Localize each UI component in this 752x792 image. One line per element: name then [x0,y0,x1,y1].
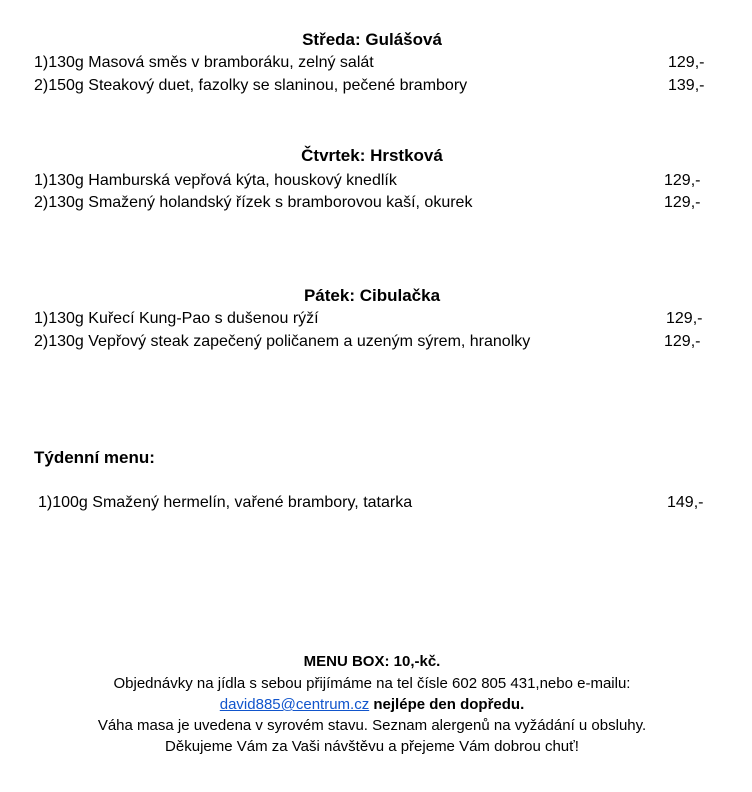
menu-item [34,52,710,74]
email-link[interactable]: david885@centrum.cz [219,696,370,713]
menu-item-name: 2)130g Vepřový steak zapečený poličanem a uzeným sýrem, hranolky [34,333,531,350]
menu-item-name: 1)100g Smažený hermelín, vařené brambory, tatarka [38,494,413,511]
menu-item-price: 129,- [664,194,701,211]
day-title-thursday: Čtvrtek: Hrstková [301,146,443,165]
day-title-friday: Pátek: Cibulačka [303,286,441,305]
menu-item [34,308,710,330]
footer-menu-box [0,651,744,673]
menu-item-price: 149,- [667,494,704,511]
menu-item [38,492,714,514]
email-suffix: nejlépe den dopředu. [369,696,525,713]
menu-item [34,192,710,214]
menu-item-price: 129,- [668,54,705,71]
menu-item [34,75,710,97]
weekly-menu-title: Týdenní menu: [34,448,155,467]
menu-item-price: 139,- [668,77,705,94]
menu-item-price: 129,- [664,333,701,350]
menu-item-name: 1)130g Masová směs v bramboráku, zelný salát [34,54,374,71]
day-title-wednesday: Středa: Gulášová [302,30,442,49]
menu-item [34,331,710,353]
menu-box-price: MENU BOX: 10,-kč. [303,653,441,670]
menu-item-name: 1)130g Hamburská vepřová kýta, houskový knedlík [34,172,397,189]
menu-item [34,170,710,192]
footer-thanks: Děkujeme Vám za Vaši návštěvu a přejeme Vám dobrou chuť! [165,738,579,755]
footer-email-line [0,694,744,716]
menu-item-name: 2)130g Smažený holandský řízek s bramborovou kaší, okurek [34,194,473,211]
footer-weight-note: Váha masa je uvedena v syrovém stavu. Seznam alergenů na vyžádání u obsluhy. [97,717,647,734]
menu-item-name: 1)130g Kuřecí Kung-Pao s dušenou rýží [34,310,319,327]
footer-orders-line: Objednávky na jídla s sebou přijímáme na tel čísle 602 805 431,nebo e-mailu: [113,675,631,692]
menu-item-price: 129,- [664,172,701,189]
menu-item-name: 2)150g Steakový duet, fazolky se slaninou, pečené brambory [34,77,468,94]
menu-item-price: 129,- [666,310,703,327]
